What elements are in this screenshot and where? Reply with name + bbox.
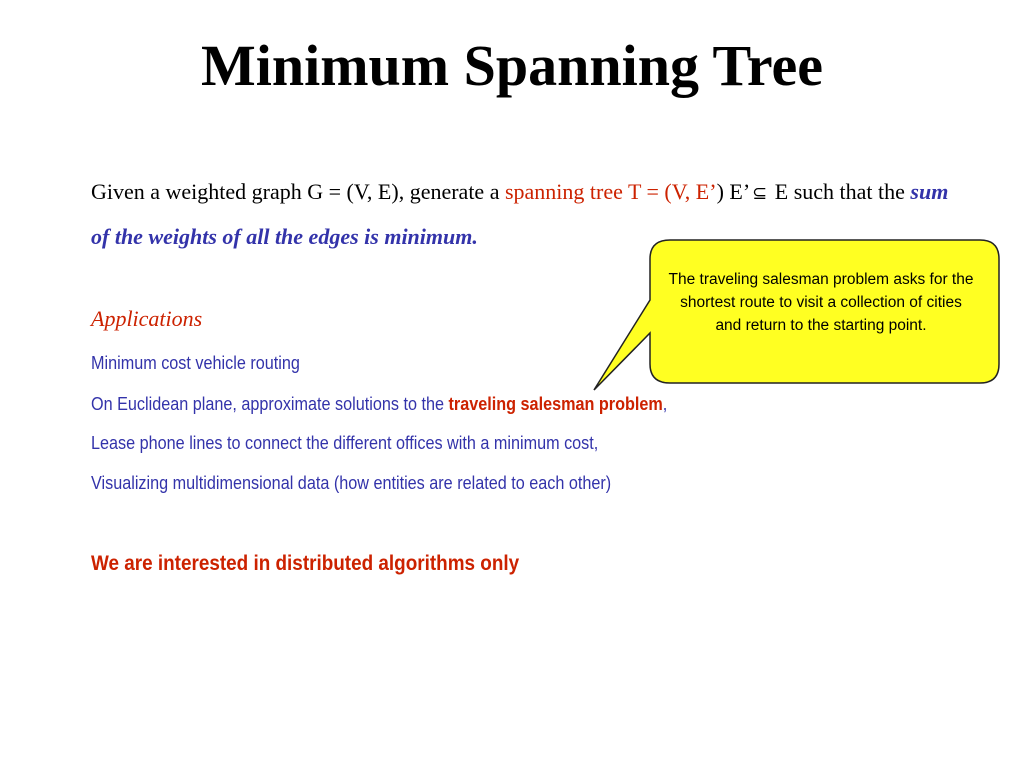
callout-text: The traveling salesman problem asks for the shortest route to visit a collection of cities and return to the starting point. [668,271,974,334]
intro-text-2: ) E’ [716,179,751,204]
application-item-text: , [662,394,668,414]
application-item: Lease phone lines to connect the different offices with a minimum cost, [91,433,599,453]
slide-title: Minimum Spanning Tree [200,33,824,98]
intro-text-1: Given a weighted graph G = (V, E), generate a [91,179,505,204]
applications-heading: Applications [91,306,203,331]
distributed-note: We are interested in distributed algorithms only [91,552,520,575]
tsp-highlight: traveling salesman problem [448,394,663,414]
minimum-weight-emphasis: sum of the weights of all the edges is minimum. [91,179,949,249]
intro-text-3: E such that the [769,179,911,204]
subset-symbol: ⊆ [752,183,768,204]
application-item: Visualizing multidimensional data (how entities are related to each other) [91,473,612,493]
application-item-text: On Euclidean plane, approximate solutions to the [91,394,449,414]
spanning-tree-highlight: spanning tree T = (V, E’ [504,179,717,204]
application-item: Minimum cost vehicle routing [91,353,300,373]
